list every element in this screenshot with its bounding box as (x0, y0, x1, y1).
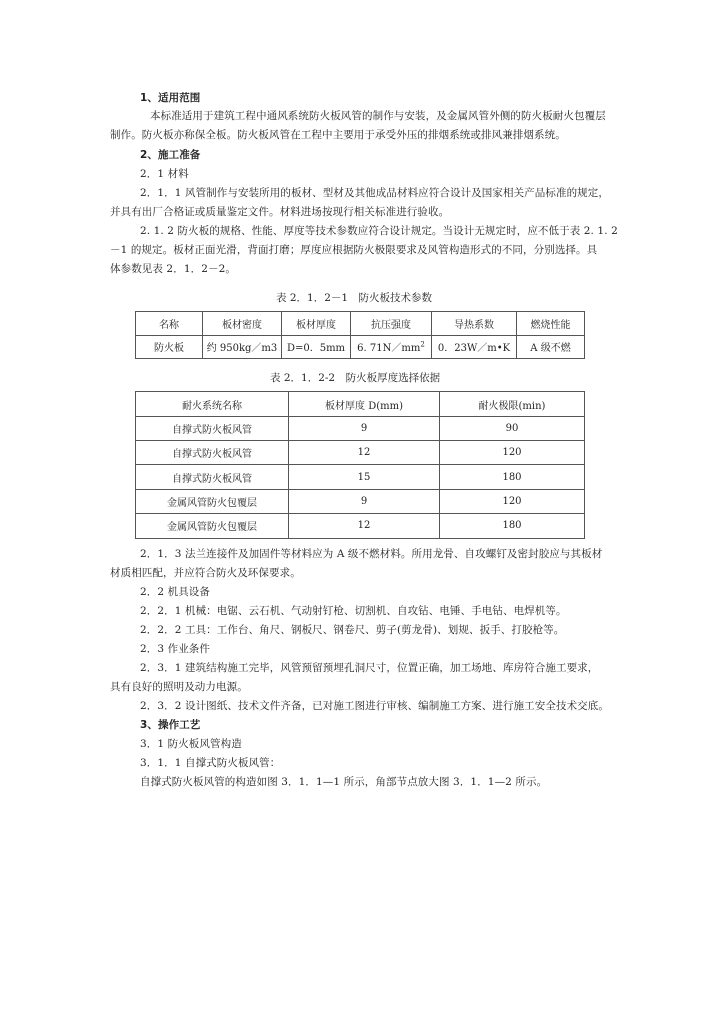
table-cell (351, 335, 432, 359)
table-cell: 自撑式防火板风管 (136, 465, 289, 489)
table-header-cell: 导热系数 (432, 312, 517, 336)
subsection-3-1-1: 3．1．1 自撑式防火板风管： (140, 757, 281, 769)
unit-exponent: 2 (420, 340, 425, 349)
subsection-2-2: 2．2 机具设备 (140, 586, 210, 598)
table-cell: 防火板 (136, 335, 203, 359)
compressive-strength-value: 6. 71N／mm (357, 343, 421, 355)
paragraph-line: 具有良好的照明及动力电源。 (110, 681, 248, 693)
table-cell: 90 (440, 417, 585, 441)
table-cell: 自撑式防火板风管 (136, 417, 289, 441)
paragraph-line: －1 的规定。板材正面光滑，背面打磨；厚度应根据防火极限要求及风管构造形式的不同，分别选择。具 (110, 244, 598, 256)
table-header-cell: 板材密度 (203, 312, 282, 336)
table-cell: 12 (289, 441, 440, 465)
table-cell: 180 (440, 465, 585, 489)
table-cell: 自撑式防火板风管 (136, 441, 289, 465)
paragraph-line: 2．3．2 设计图纸、技术文件齐备，已对施工图进行审核、编制施工方案、进行施工安全技术交底。 (140, 700, 609, 712)
table2-caption: 表 2．1．2-2 防火板厚度选择依据 (270, 372, 441, 384)
table-cell: 金属风管防火包覆层 (136, 513, 289, 538)
section-1-title: 1、适用范围 (140, 92, 201, 104)
table-header-cell: 名称 (136, 312, 203, 336)
paragraph-line: 体参数见表 2．1．2－2。 (110, 263, 236, 275)
subsection-2-1: 2．1 材料 (140, 168, 189, 180)
table1-caption: 表 2．1．2－1 防火板技术参数 (276, 292, 433, 304)
table-row (136, 513, 585, 538)
table-cell: 180 (440, 513, 585, 538)
table-row (136, 417, 585, 441)
board-thickness-selection-table (135, 391, 585, 539)
table-cell: 15 (289, 465, 440, 489)
subsection-2-3: 2．3 作业条件 (140, 643, 210, 655)
paragraph-line: 并具有出厂合格证或质量鉴定文件。材料进场按现行相关标准进行验收。 (110, 206, 450, 218)
table-header-cell: 耐火系统名称 (136, 392, 289, 417)
table-cell: 120 (440, 489, 585, 513)
paragraph-line: 制作。防火板亦称保全板。防火板风管在工程中主要用于承受外压的排烟系统或排风兼排烟系统。 (110, 129, 566, 141)
table-header-cell: 燃烧性能 (517, 312, 585, 336)
table-cell: 金属风管防火包覆层 (136, 489, 289, 513)
fireproof-board-params-table (135, 311, 585, 359)
paragraph-line: 2．1．3 法兰连接件及加固件等材料应为 A 级不燃材料。所用龙骨、自攻螺钉及密封胶应与其板材 (140, 548, 603, 560)
paragraph-line: 2．2．1 机械：电锯、云石机、气动射钉枪、切割机、自攻钻、电锤、手电钻、电焊机等。 (140, 605, 567, 617)
section-3-title: 3、操作工艺 (140, 719, 201, 731)
paragraph-line: 2．3．1 建筑结构施工完毕，风管预留预埋孔洞尺寸，位置正确，加工场地、库房符合施工要求， (140, 662, 599, 674)
paragraph-line: 2．1．1 风管制作与安装所用的板材、型材及其他成品材料应符合设计及国家相关产品标准的规定， (140, 187, 609, 199)
table-cell: A 级不燃 (517, 335, 585, 359)
paragraph-line: 2. 1. 2 防火板的规格、性能、厚度等技术参数应符合设计规定。当设计无规定时，应不低于表 2. 1. 2 (140, 225, 618, 237)
table-cell: 9 (289, 489, 440, 513)
table-cell: D=0．5mm (282, 335, 351, 359)
paragraph-line: 本标准适用于建筑工程中通风系统防火板风管的制作与安装，及金属风管外侧的防火板耐火包覆层 (150, 110, 606, 122)
table-cell: 9 (289, 417, 440, 441)
subsection-3-1: 3．1 防火板风管构造 (140, 738, 242, 750)
table-header-cell: 板材厚度 (282, 312, 351, 336)
paragraph-line: 2．2．2 工具：工作台、角尺、钢板尺、钢卷尺、剪子(剪龙骨)、划规、扳手、打胶枪等。 (140, 624, 565, 636)
section-2-title: 2、施工准备 (140, 149, 201, 161)
table-header-cell: 抗压强度 (351, 312, 432, 336)
paragraph-line: 自撑式防火板风管的构造如图 3．1．1—1 所示，角部节点放大图 3．1．1—2 所示。 (140, 776, 548, 788)
table-cell: 120 (440, 441, 585, 465)
table-cell: 12 (289, 513, 440, 538)
table-header-cell: 耐火极限(min) (440, 392, 585, 417)
table-row (136, 489, 585, 513)
table-cell: 0．23W／m•K (432, 335, 517, 359)
table-cell: 约 950kg／m3 (203, 335, 282, 359)
table-header-cell: 板材厚度 D(mm) (289, 392, 440, 417)
table-row (136, 465, 585, 489)
paragraph-line: 材质相匹配，并应符合防火及环保要求。 (110, 567, 301, 579)
table-row (136, 441, 585, 465)
